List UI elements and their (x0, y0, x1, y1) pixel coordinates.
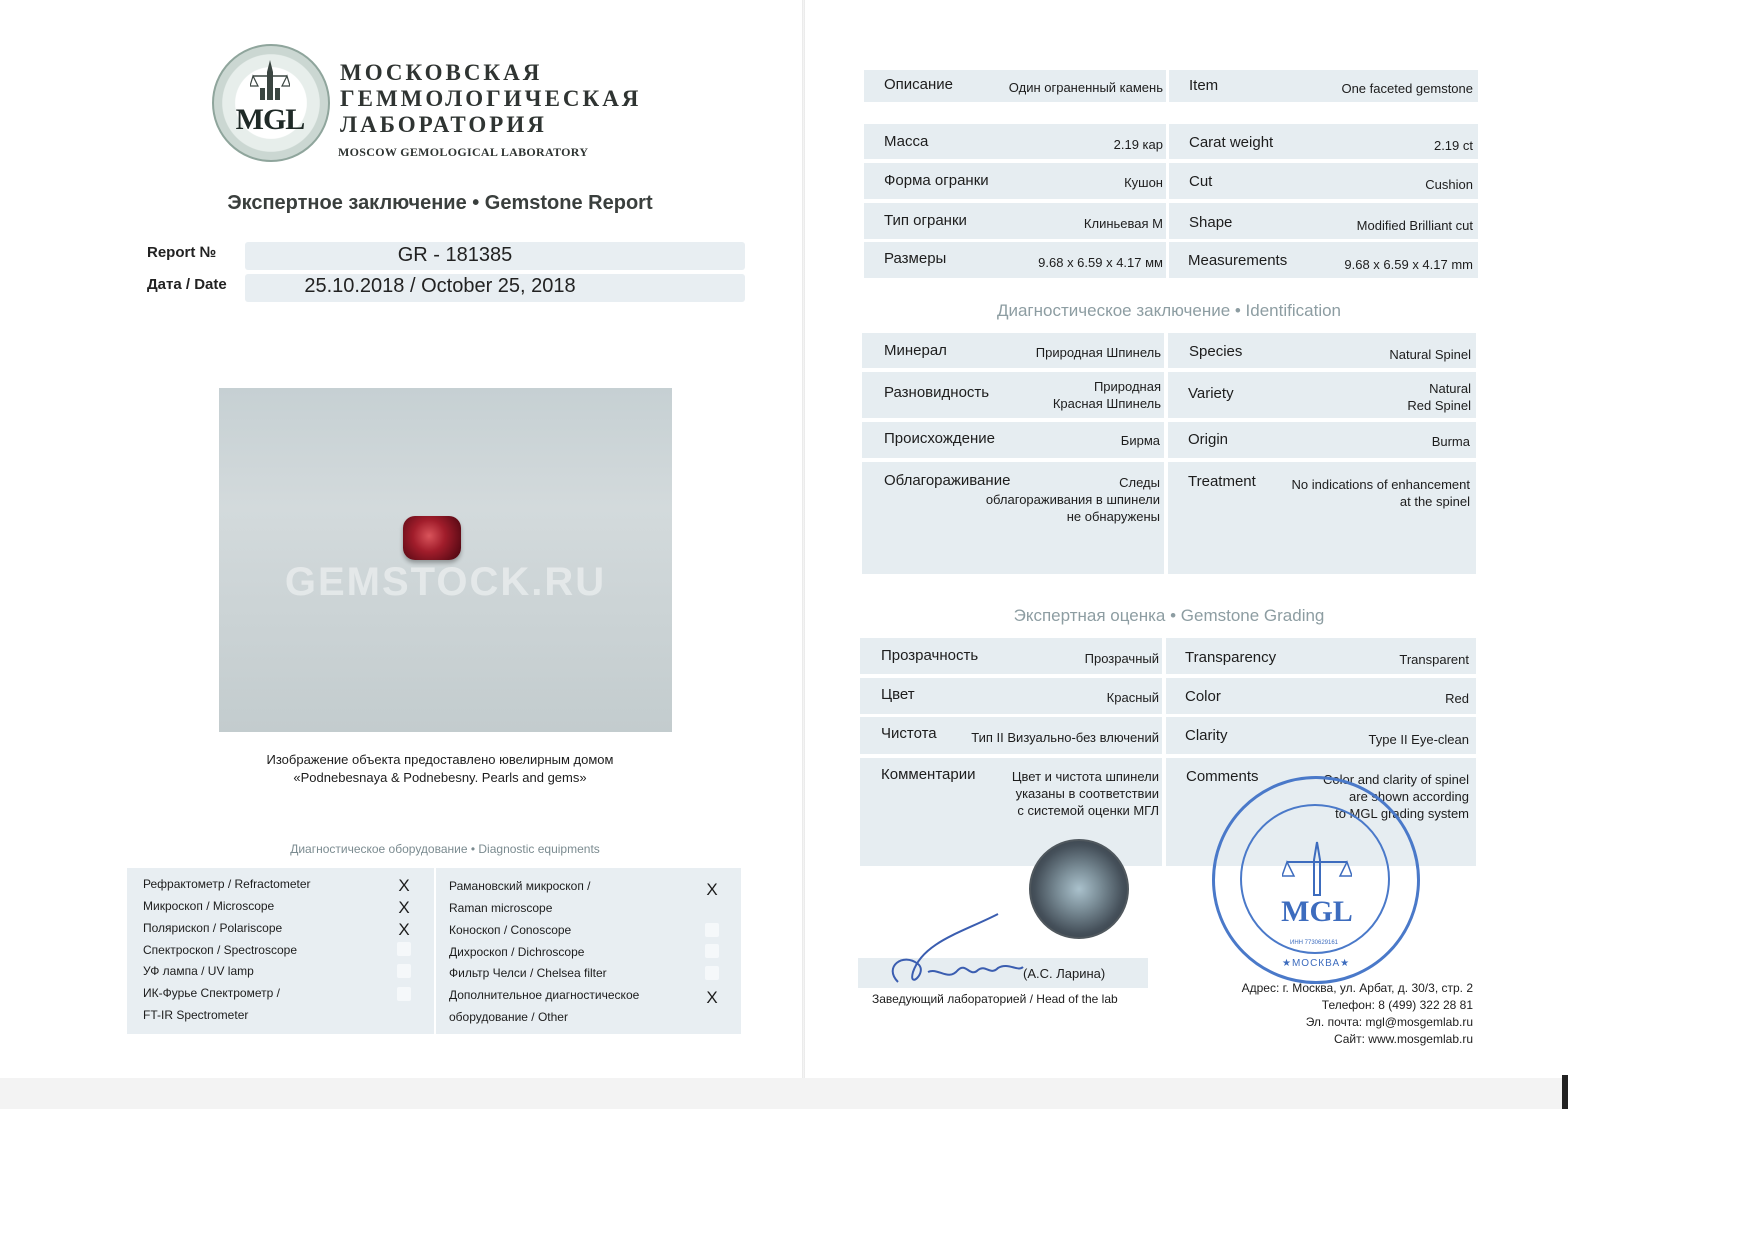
equipment-checkbox-empty (397, 964, 411, 978)
equipment-title: Диагностическое оборудование • Diagnostic equipments (290, 842, 600, 856)
red-spinel-gem (403, 516, 461, 560)
property-en-value: 9.68 x 6.59 x 4.17 mm (1344, 257, 1473, 272)
identification-en-label: Origin (1188, 431, 1229, 448)
equipment-check: X (398, 876, 410, 895)
grading-en-label: Clarity (1185, 727, 1228, 744)
page-fold (802, 0, 805, 1109)
grading-en-value-cont: are shown according (1349, 789, 1469, 804)
report-number-label: Report № (147, 244, 217, 261)
stamp-logo-text: MGL (1281, 895, 1353, 928)
photo-caption-line2: «Podnebesnaya & Podnebesny. Pearls and gems» (293, 770, 587, 785)
hologram-seal-icon (1029, 839, 1129, 939)
website-line: Сайт: www.mosgemlab.ru (1333, 1032, 1473, 1046)
property-en-label: Cut (1189, 173, 1213, 190)
equipment-item-cont: оборудование / Other (449, 1010, 568, 1024)
stamp-city-text: ★МОСКВА★ (1282, 958, 1351, 969)
equipment-check: X (398, 898, 410, 917)
equipment-item: Дихроскоп / Dichroscope (449, 945, 585, 959)
property-ru-value: Клиньевая М (1083, 216, 1163, 231)
address-line: Адрес: г. Москва, ул. Арбат, д. 30/3, стр. 2 (1241, 981, 1473, 995)
report-number: GR - 181385 (397, 244, 513, 266)
gemstone-photo (219, 388, 672, 732)
logo-text: MGL (235, 103, 305, 136)
lab-name-line3: ЛАБОРАТОРИЯ (340, 112, 547, 137)
grading-en-label: Color (1185, 688, 1221, 705)
property-en-value: 2.19 ct (1433, 138, 1473, 153)
equipment-item: Дополнительное диагностическое (449, 988, 640, 1002)
property-ru-label: Масса (884, 133, 929, 150)
identification-ru-label: Происхождение (884, 430, 995, 447)
equipment-item: ИК-Фурье Спектрометр / (143, 986, 280, 1000)
identification-en-value: No indications of enhancement (1291, 477, 1470, 492)
grading-en-value: Type II Eye-clean (1368, 732, 1469, 747)
property-ru-label: Форма огранки (884, 172, 989, 189)
identification-ru-value: Бирма (1120, 433, 1160, 448)
lab-name-line2: ГЕММОЛОГИЧЕСКАЯ (340, 86, 642, 111)
phone-line: Телефон: 8 (499) 322 28 81 (1321, 998, 1473, 1012)
equipment-checkbox-empty (705, 944, 719, 958)
property-en-label: Measurements (1188, 252, 1288, 269)
equipment-checkbox-empty (397, 942, 411, 956)
identification-ru-label: Облагораживание (884, 472, 1011, 489)
grading-ru-value-cont: с системой оценки МГЛ (1017, 803, 1159, 818)
identification-en-label: Variety (1188, 385, 1234, 402)
equipment-item: Полярископ / Polariscope (143, 921, 283, 935)
equipment-item: УФ лампа / UV lamp (143, 964, 254, 978)
identification-en-value: Burma (1431, 434, 1470, 449)
handwritten-signature (878, 912, 1028, 994)
identification-ru-value-cont: Красная Шпинель (1052, 396, 1161, 411)
signatory-title: Заведующий лабораторией / Head of the lab (872, 992, 1118, 1006)
grading-ru-label: Прозрачность (881, 647, 979, 664)
equipment-check: X (706, 880, 718, 899)
grading-en-label: Comments (1186, 768, 1259, 785)
property-ru-value: 2.19 кар (1113, 137, 1163, 152)
kremlin-scales-icon (250, 58, 290, 106)
identification-en-value: Natural (1429, 381, 1471, 396)
description-ru-value: Один ограненный камень (1008, 80, 1163, 95)
equipment-item: Рефрактометр / Refractometer (143, 877, 311, 891)
identification-ru-label: Минерал (884, 342, 947, 359)
grading-ru-label: Чистота (881, 725, 937, 742)
property-en-value: Modified Brilliant cut (1356, 218, 1473, 233)
photo-caption-line1: Изображение объекта предоставлено ювелирным домом (266, 752, 614, 767)
photo-watermark: GEMSTOCK.RU (284, 560, 607, 604)
grading-ru-label: Комментарии (881, 766, 976, 783)
grading-en-value: Red (1445, 691, 1469, 706)
identification-en-value-cont: at the spinel (1399, 494, 1470, 509)
identification-title: Диагностическое заключение • Identification (996, 301, 1342, 320)
equipment-item: Фильтр Челси / Chelsea filter (449, 966, 607, 980)
lab-name-en: MOSCOW GEMOLOGICAL LABORATORY (338, 145, 589, 159)
equipment-divider (434, 868, 436, 1034)
identification-ru-value: Следы (1119, 475, 1160, 490)
grading-ru-value: Прозрачный (1084, 651, 1159, 666)
date-label: Дата / Date (147, 276, 227, 293)
description-en-label: Item (1189, 77, 1219, 94)
stamp-emblem-icon (1282, 840, 1352, 900)
equipment-item: Рамановский микроскоп / (449, 879, 591, 893)
bottom-edge (0, 1078, 1568, 1109)
equipment-check: X (398, 920, 410, 939)
equipment-item-cont: Raman microscope (449, 901, 553, 915)
equipment-item: Микроскоп / Microscope (143, 899, 275, 913)
property-ru-label: Размеры (884, 250, 947, 267)
description-en-value: One faceted gemstone (1341, 81, 1473, 96)
equipment-item: Коноскоп / Conoscope (449, 923, 572, 937)
email-line: Эл. почта: mgl@mosgemlab.ru (1305, 1015, 1473, 1029)
property-en-label: Shape (1189, 214, 1233, 231)
scan-edge (1562, 1075, 1568, 1109)
description-ru-label: Описание (884, 76, 954, 93)
lab-name-line1: МОСКОВСКАЯ (340, 60, 543, 85)
identification-ru-value: Природная (1093, 379, 1161, 394)
grading-en-value: Transparent (1399, 652, 1469, 667)
property-ru-value: 9.68 x 6.59 x 4.17 мм (1038, 255, 1163, 270)
grading-en-value-cont: to MGL grading system (1335, 806, 1469, 821)
grading-title: Экспертная оценка • Gemstone Grading (1013, 606, 1325, 625)
equipment-item-cont: FT-IR Spectrometer (143, 1008, 249, 1022)
identification-ru-value-cont: не обнаружены (1066, 509, 1160, 524)
report-date: 25.10.2018 / October 25, 2018 (304, 275, 576, 297)
identification-en-label: Treatment (1188, 473, 1256, 490)
identification-en-label: Species (1189, 343, 1243, 360)
identification-en-value: Natural Spinel (1389, 347, 1471, 362)
grading-ru-value-cont: указаны в соответствии (1015, 786, 1159, 801)
equipment-checkbox-empty (397, 987, 411, 1001)
grading-ru-label: Цвет (881, 686, 915, 703)
signatory-name: (А.С. Ларина) (1023, 966, 1106, 981)
grading-en-label: Transparency (1185, 649, 1277, 666)
stamp-inn-text: ИНН 7730629161 (1290, 940, 1339, 946)
equipment-checkbox-empty (705, 923, 719, 937)
property-en-label: Carat weight (1189, 134, 1274, 151)
property-ru-value: Кушон (1124, 175, 1163, 190)
grading-ru-value: Тип II Визуально-без влючений (971, 730, 1159, 745)
grading-en-value: Color and clarity of spinel (1323, 772, 1469, 787)
identification-ru-label: Разновидность (884, 384, 990, 401)
identification-ru-value: Природная Шпинель (1035, 345, 1161, 360)
report-title: Экспертное заключение • Gemstone Report (227, 192, 653, 214)
equipment-checkbox-empty (705, 966, 719, 980)
equipment-check: X (706, 988, 718, 1007)
grading-ru-value: Цвет и чистота шпинели (1011, 769, 1159, 784)
identification-ru-value-cont: облагораживания в шпинели (985, 492, 1160, 507)
equipment-item: Спектроскоп / Spectroscope (143, 943, 298, 957)
grading-ru-value: Красный (1106, 690, 1159, 705)
property-en-value: Cushion (1425, 177, 1473, 192)
property-ru-label: Тип огранки (884, 212, 967, 229)
identification-en-value-cont: Red Spinel (1407, 398, 1471, 413)
